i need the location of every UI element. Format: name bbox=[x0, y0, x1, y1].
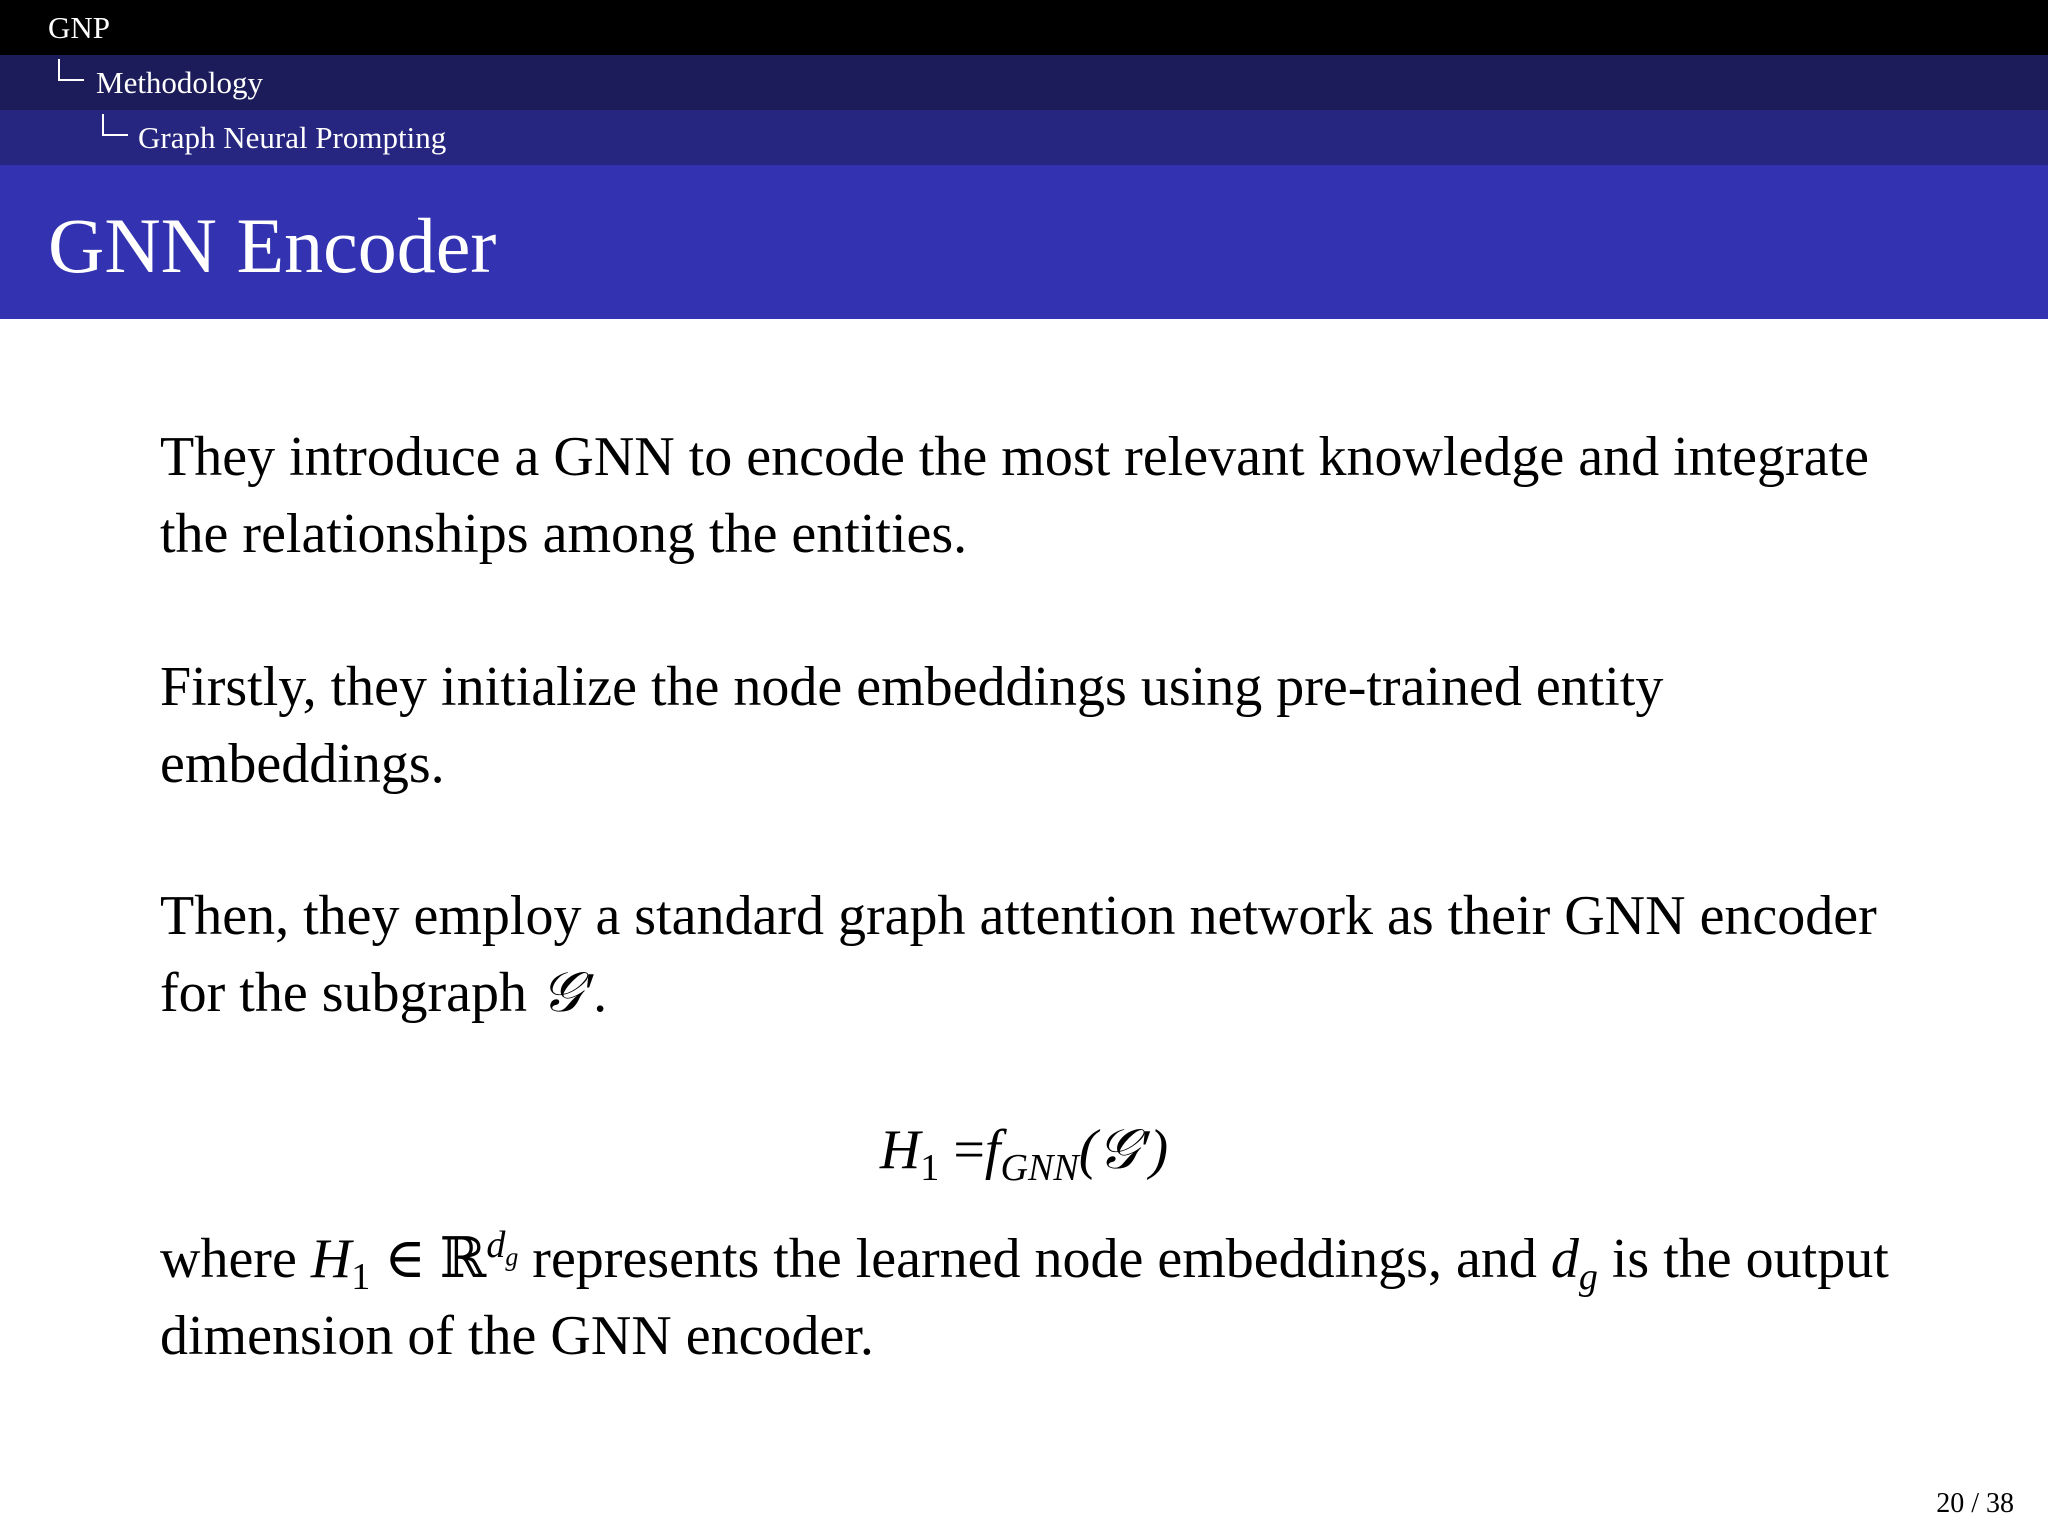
eq-lhs-sub: 1 bbox=[920, 1147, 940, 1190]
where-text: where bbox=[160, 1228, 297, 1290]
H-sub: 1 bbox=[351, 1256, 371, 1299]
d-sub: g bbox=[1578, 1256, 1598, 1299]
R-sup: d bbox=[486, 1224, 506, 1267]
R-sup-sub: g bbox=[505, 1242, 519, 1272]
in-symbol: ∈ bbox=[384, 1228, 426, 1290]
paragraph-initialize: Firstly, they initialize the node embeddings using pre-trained entity embeddings. bbox=[160, 656, 1664, 795]
header-subsection-bar bbox=[0, 55, 2048, 110]
paragraph-gat bbox=[160, 878, 1920, 1032]
header-section-bar bbox=[0, 0, 2048, 55]
eq-func: f bbox=[984, 1119, 1001, 1181]
equation bbox=[0, 1112, 2048, 1189]
paragraph-gat-end: . bbox=[593, 962, 608, 1024]
eq-equals: = bbox=[953, 1119, 985, 1181]
header-subsubsection: Graph Neural Prompting bbox=[138, 120, 447, 155]
tree-connector-icon bbox=[102, 114, 128, 136]
where-end-text: is the output dimension of the GNN encoder. bbox=[160, 1228, 1889, 1367]
subgraph-symbol: 𝒢′ bbox=[541, 962, 594, 1024]
title-bar bbox=[0, 165, 2048, 319]
eq-func-sub: GNN bbox=[1000, 1147, 1079, 1190]
tree-connector-icon bbox=[58, 59, 84, 81]
d-symbol: d bbox=[1550, 1228, 1579, 1290]
page-number: 20 / 38 bbox=[1936, 1488, 2014, 1519]
eq-arg: (𝒢′) bbox=[1078, 1119, 1169, 1181]
header-subsection: Methodology bbox=[96, 65, 264, 100]
paragraph-where bbox=[160, 1220, 1920, 1375]
header-subsubsection-bar bbox=[0, 110, 2048, 165]
header-section: GNP bbox=[48, 10, 111, 45]
reals-symbol: ℝ bbox=[439, 1226, 487, 1291]
paragraph-gat-text: Then, they employ a standard graph attention network as their GNN encoder for the subgraph bbox=[160, 885, 1877, 1024]
H-symbol: H bbox=[310, 1228, 352, 1290]
eq-lhs: H bbox=[879, 1119, 921, 1181]
slide-title: GNN Encoder bbox=[48, 202, 497, 289]
where-mid-text: represents the learned node embeddings, and bbox=[532, 1228, 1537, 1290]
paragraph-intro: They introduce a GNN to encode the most relevant knowledge and integrate the relationships among the entities. bbox=[160, 426, 1869, 565]
